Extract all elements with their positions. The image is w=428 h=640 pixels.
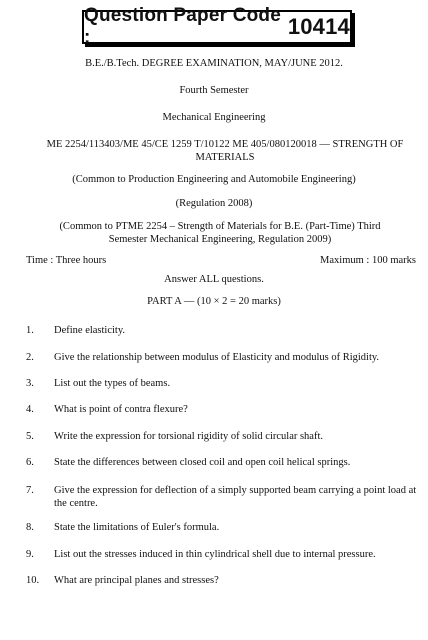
question-text: List out the types of beams. [54, 378, 171, 389]
question-item [26, 403, 418, 416]
question-number: 6. [26, 457, 34, 468]
question-item [26, 456, 418, 469]
question-number: 10. [26, 575, 40, 586]
question-text: Give the relationship between modulus of Elasticity and modulus of Rigidity. [54, 352, 380, 363]
question-item [26, 484, 418, 510]
regulation: (Regulation 2008) [175, 198, 253, 209]
semester: Fourth Semester [179, 85, 249, 96]
common-note: (Common to Production Engineering and Automobile Engineering) [72, 174, 356, 185]
question-item [26, 430, 418, 443]
question-text: Give the expression for deflection of a simply supported beam carrying a point load at the centre. [54, 485, 417, 509]
question-number: 2. [26, 352, 34, 363]
question-paper-code-box [82, 5, 352, 48]
maximum-marks: Maximum : 100 marks [320, 255, 416, 266]
question-number: 8. [26, 522, 34, 533]
ptme-note: (Common to PTME 2254 – Strength of Materials for B.E. (Part-Time) Third Semester Mechanical Engineering, Regulation 2009) [59, 221, 381, 245]
question-item [26, 521, 418, 534]
code-label: Question Paper Code : [84, 5, 282, 48]
subject-title: ME 2254/113403/ME 45/CE 1259 T/10122 ME 405/080120018 — STRENGTH OF MATERIALS [46, 139, 404, 163]
question-item [26, 574, 418, 587]
question-text: List out the stresses induced in thin cylindrical shell due to internal pressure. [54, 549, 376, 560]
question-number: 7. [26, 485, 34, 496]
question-item [26, 351, 418, 364]
question-number: 4. [26, 404, 34, 415]
question-text: State the limitations of Euler's formula. [54, 522, 220, 533]
question-number: 5. [26, 431, 34, 442]
code-number: 10414 [287, 14, 350, 39]
question-number: 1. [26, 325, 34, 336]
question-number: 3. [26, 378, 34, 389]
question-text: Write the expression for torsional rigidity of solid circular shaft. [54, 431, 324, 442]
part-a-heading: PART A — (10 × 2 = 20 marks) [147, 296, 281, 307]
question-item [26, 324, 418, 337]
question-number: 9. [26, 549, 34, 560]
question-text: State the differences between closed coil and open coil helical springs. [54, 457, 351, 468]
time-allowed: Time : Three hours [26, 255, 107, 266]
time-marks-row [26, 255, 416, 266]
department: Mechanical Engineering [162, 112, 266, 123]
instruction: Answer ALL questions. [164, 274, 264, 285]
question-text: Define elasticity. [54, 325, 126, 336]
question-item [26, 377, 418, 390]
exam-title: B.E./B.Tech. DEGREE EXAMINATION, MAY/JUNE 2012. [85, 58, 343, 69]
question-item [26, 548, 418, 561]
question-text: What is point of contra flexure? [54, 404, 188, 415]
question-text: What are principal planes and stresses? [54, 575, 219, 586]
